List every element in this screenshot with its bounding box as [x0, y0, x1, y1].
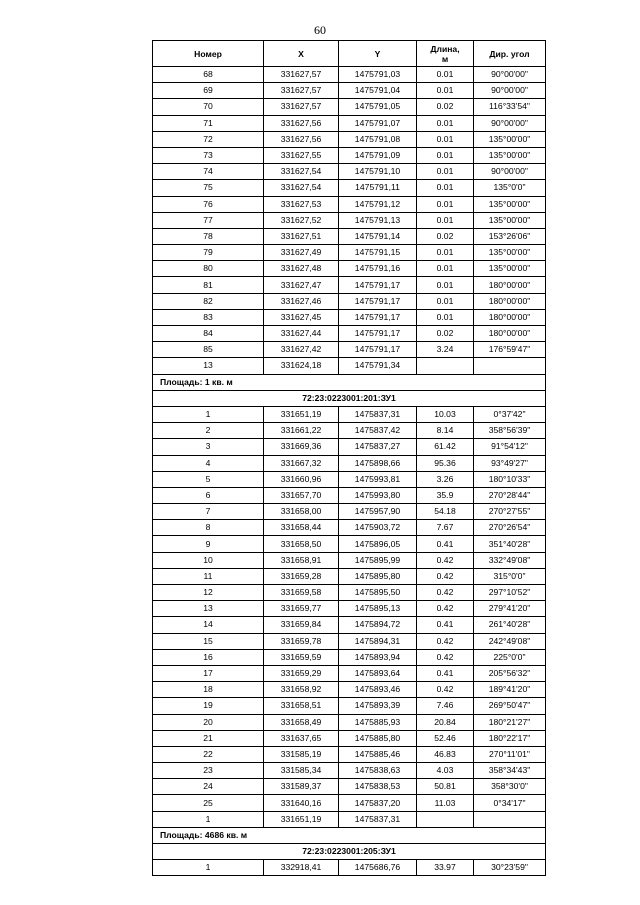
cell-number: 81	[153, 277, 264, 293]
table-row	[153, 455, 546, 471]
cell-x: 331658,92	[264, 682, 339, 698]
cell-x: 331667,32	[264, 455, 339, 471]
cell-y: 1475791,03	[339, 67, 417, 83]
area-row	[153, 827, 546, 843]
cell-x: 331659,59	[264, 649, 339, 665]
cell-x: 331627,57	[264, 67, 339, 83]
cell-direction-angle: 153°26'06"	[474, 228, 546, 244]
cell-number: 72	[153, 131, 264, 147]
cell-direction-angle: 315°0'0"	[474, 568, 546, 584]
cell-direction-angle: 270°11'01"	[474, 746, 546, 762]
cell-length: 11.03	[417, 795, 474, 811]
cell-direction-angle: 358°56'39"	[474, 423, 546, 439]
cell-y: 1475837,20	[339, 795, 417, 811]
cell-x: 331651,19	[264, 406, 339, 422]
cell-x: 331627,51	[264, 228, 339, 244]
table-row	[153, 811, 546, 827]
cell-x: 331627,46	[264, 293, 339, 309]
table-row	[153, 212, 546, 228]
cell-y: 1475686,76	[339, 860, 417, 876]
cell-length	[417, 811, 474, 827]
header-y: Y	[339, 41, 417, 67]
cell-length: 4.03	[417, 763, 474, 779]
cell-length: 0.41	[417, 536, 474, 552]
cell-y: 1475838,53	[339, 779, 417, 795]
table-row	[153, 649, 546, 665]
table-row	[153, 131, 546, 147]
cell-direction-angle: 180°10'33"	[474, 471, 546, 487]
cell-number: 68	[153, 67, 264, 83]
cell-x: 331627,47	[264, 277, 339, 293]
cell-x: 331658,00	[264, 504, 339, 520]
cell-direction-angle: 358°34'43"	[474, 763, 546, 779]
cell-x: 331658,44	[264, 520, 339, 536]
cell-x: 331627,56	[264, 115, 339, 131]
cell-y: 1475791,17	[339, 293, 417, 309]
cell-direction-angle: 242°49'08"	[474, 633, 546, 649]
cell-direction-angle: 90°00'00"	[474, 83, 546, 99]
cell-x: 331659,77	[264, 601, 339, 617]
table-row	[153, 196, 546, 212]
table-row	[153, 795, 546, 811]
table-row	[153, 714, 546, 730]
cell-direction-angle: 351°40'28"	[474, 536, 546, 552]
cell-y: 1475791,16	[339, 261, 417, 277]
cell-length: 0.01	[417, 293, 474, 309]
cell-x: 331627,56	[264, 131, 339, 147]
cell-x: 331658,91	[264, 552, 339, 568]
cell-number: 22	[153, 746, 264, 762]
area-label: Площадь: 4686 кв. м	[153, 827, 546, 843]
cell-direction-angle: 332°49'08"	[474, 552, 546, 568]
cell-number: 78	[153, 228, 264, 244]
cell-length: 0.01	[417, 67, 474, 83]
cell-length: 10.03	[417, 406, 474, 422]
cell-x: 331627,53	[264, 196, 339, 212]
cell-y: 1475837,27	[339, 439, 417, 455]
cell-y: 1475791,34	[339, 358, 417, 374]
cell-number: 16	[153, 649, 264, 665]
cell-y: 1475895,13	[339, 601, 417, 617]
cell-length: 0.02	[417, 326, 474, 342]
cell-x: 331627,54	[264, 180, 339, 196]
cell-length: 0.01	[417, 180, 474, 196]
cell-length: 0.41	[417, 617, 474, 633]
cell-y: 1475896,05	[339, 536, 417, 552]
cell-x: 331627,42	[264, 342, 339, 358]
cell-direction-angle: 358°30'0"	[474, 779, 546, 795]
cell-direction-angle: 180°22'17"	[474, 730, 546, 746]
table-row	[153, 67, 546, 83]
cell-direction-angle: 91°54'12"	[474, 439, 546, 455]
cell-x: 331659,84	[264, 617, 339, 633]
cell-length: 8.14	[417, 423, 474, 439]
cell-direction-angle: 0°34'17"	[474, 795, 546, 811]
cell-x: 331659,28	[264, 568, 339, 584]
cell-length: 0.42	[417, 682, 474, 698]
cell-y: 1475791,05	[339, 99, 417, 115]
cell-length: 0.41	[417, 665, 474, 681]
parcel-heading-row	[153, 844, 546, 860]
table-row	[153, 99, 546, 115]
cell-direction-angle: 189°41'20"	[474, 682, 546, 698]
cell-length: 61.42	[417, 439, 474, 455]
cell-direction-angle: 270°26'54"	[474, 520, 546, 536]
table-row	[153, 406, 546, 422]
cell-length: 0.01	[417, 277, 474, 293]
cell-direction-angle: 205°56'32"	[474, 665, 546, 681]
cell-y: 1475885,46	[339, 746, 417, 762]
cell-x: 331651,19	[264, 811, 339, 827]
table-row	[153, 860, 546, 876]
cell-x: 331659,29	[264, 665, 339, 681]
cell-length: 0.42	[417, 649, 474, 665]
cell-x: 331627,45	[264, 309, 339, 325]
area-label: Площадь: 1 кв. м	[153, 374, 546, 390]
cell-length: 3.26	[417, 471, 474, 487]
cell-number: 13	[153, 358, 264, 374]
cell-y: 1475791,15	[339, 245, 417, 261]
cell-direction-angle: 269°50'47"	[474, 698, 546, 714]
cell-direction-angle: 180°21'27"	[474, 714, 546, 730]
table-row	[153, 277, 546, 293]
cell-direction-angle: 90°00'00"	[474, 67, 546, 83]
cell-length: 0.01	[417, 309, 474, 325]
table-row	[153, 665, 546, 681]
cell-number: 2	[153, 423, 264, 439]
cell-y: 1475791,17	[339, 342, 417, 358]
cell-number: 4	[153, 455, 264, 471]
cell-y: 1475893,39	[339, 698, 417, 714]
cell-x: 331659,58	[264, 585, 339, 601]
cell-direction-angle: 135°00'00"	[474, 261, 546, 277]
cell-y: 1475837,31	[339, 406, 417, 422]
parcel-id: 72:23:0223001:201:ЗУ1	[153, 390, 546, 406]
table-row	[153, 746, 546, 762]
parcel-id: 72:23:0223001:205:ЗУ1	[153, 844, 546, 860]
table-row	[153, 779, 546, 795]
cell-y: 1475893,46	[339, 682, 417, 698]
cell-number: 76	[153, 196, 264, 212]
table-row	[153, 180, 546, 196]
table-row	[153, 439, 546, 455]
cell-x: 331659,78	[264, 633, 339, 649]
table-row	[153, 164, 546, 180]
cell-length: 0.01	[417, 131, 474, 147]
cell-number: 23	[153, 763, 264, 779]
cell-y: 1475791,07	[339, 115, 417, 131]
cell-direction-angle: 0°37'42"	[474, 406, 546, 422]
header-x: X	[264, 41, 339, 67]
cell-direction-angle: 180°00'00"	[474, 309, 546, 325]
cell-number: 7	[153, 504, 264, 520]
cell-length: 50.81	[417, 779, 474, 795]
cell-direction-angle: 135°00'00"	[474, 131, 546, 147]
cell-number: 18	[153, 682, 264, 698]
cell-length: 0.01	[417, 245, 474, 261]
cell-x: 331585,34	[264, 763, 339, 779]
cell-number: 1	[153, 406, 264, 422]
cell-number: 85	[153, 342, 264, 358]
cell-number: 82	[153, 293, 264, 309]
cell-number: 73	[153, 147, 264, 163]
cell-length: 33.97	[417, 860, 474, 876]
cell-x: 331627,48	[264, 261, 339, 277]
table-row	[153, 358, 546, 374]
cell-x: 331660,96	[264, 471, 339, 487]
cell-direction-angle: 90°00'00"	[474, 115, 546, 131]
cell-number: 20	[153, 714, 264, 730]
cell-number: 13	[153, 601, 264, 617]
cell-x: 331658,51	[264, 698, 339, 714]
cell-direction-angle: 279°41'20"	[474, 601, 546, 617]
cell-y: 1475895,50	[339, 585, 417, 601]
table-row	[153, 261, 546, 277]
cell-number: 75	[153, 180, 264, 196]
cell-y: 1475791,04	[339, 83, 417, 99]
cell-direction-angle: 297°10'52"	[474, 585, 546, 601]
cell-number: 12	[153, 585, 264, 601]
cell-y: 1475894,72	[339, 617, 417, 633]
cell-number: 84	[153, 326, 264, 342]
cell-x: 332918,41	[264, 860, 339, 876]
cell-number: 71	[153, 115, 264, 131]
cell-x: 331627,55	[264, 147, 339, 163]
cell-y: 1475895,80	[339, 568, 417, 584]
table-row	[153, 342, 546, 358]
cell-number: 1	[153, 811, 264, 827]
header-length: Длина, м	[417, 41, 474, 67]
table-row	[153, 245, 546, 261]
cell-direction-angle	[474, 811, 546, 827]
cell-y: 1475791,08	[339, 131, 417, 147]
cell-x: 331669,36	[264, 439, 339, 455]
cell-number: 69	[153, 83, 264, 99]
cell-length: 0.42	[417, 552, 474, 568]
table-row	[153, 83, 546, 99]
table-row	[153, 601, 546, 617]
cell-direction-angle	[474, 358, 546, 374]
cell-direction-angle: 116°33'54"	[474, 99, 546, 115]
cell-length: 0.01	[417, 147, 474, 163]
cell-length: 7.67	[417, 520, 474, 536]
table-row	[153, 423, 546, 439]
cell-x: 331658,50	[264, 536, 339, 552]
table-row	[153, 552, 546, 568]
cell-y: 1475791,12	[339, 196, 417, 212]
cell-x: 331627,52	[264, 212, 339, 228]
table-row	[153, 228, 546, 244]
cell-y: 1475791,10	[339, 164, 417, 180]
cell-direction-angle: 135°00'00"	[474, 147, 546, 163]
cell-y: 1475885,80	[339, 730, 417, 746]
header-direction-angle: Дир. угол	[474, 41, 546, 67]
cell-direction-angle: 180°00'00"	[474, 277, 546, 293]
cell-y: 1475791,09	[339, 147, 417, 163]
cell-y: 1475838,63	[339, 763, 417, 779]
cell-direction-angle: 270°27'55"	[474, 504, 546, 520]
cell-length: 46.83	[417, 746, 474, 762]
cell-x: 331589,37	[264, 779, 339, 795]
cell-number: 6	[153, 487, 264, 503]
area-row	[153, 374, 546, 390]
cell-number: 77	[153, 212, 264, 228]
table-row	[153, 309, 546, 325]
cell-number: 21	[153, 730, 264, 746]
table-row	[153, 471, 546, 487]
cell-x: 331585,19	[264, 746, 339, 762]
cell-y: 1475791,17	[339, 309, 417, 325]
cell-x: 331661,22	[264, 423, 339, 439]
cell-length: 0.01	[417, 164, 474, 180]
page-number: 60	[314, 23, 326, 37]
cell-length: 0.42	[417, 585, 474, 601]
table-row	[153, 698, 546, 714]
cell-x: 331627,54	[264, 164, 339, 180]
cell-y: 1475791,17	[339, 277, 417, 293]
cell-number: 24	[153, 779, 264, 795]
table-row	[153, 326, 546, 342]
cell-x: 331637,65	[264, 730, 339, 746]
cell-number: 3	[153, 439, 264, 455]
cell-length: 0.42	[417, 601, 474, 617]
cell-y: 1475894,31	[339, 633, 417, 649]
cell-x: 331624,18	[264, 358, 339, 374]
cell-y: 1475885,93	[339, 714, 417, 730]
cell-length: 54.18	[417, 504, 474, 520]
cell-y: 1475837,31	[339, 811, 417, 827]
cell-length: 52.46	[417, 730, 474, 746]
cell-x: 331627,57	[264, 99, 339, 115]
table-row	[153, 504, 546, 520]
cell-length: 7.46	[417, 698, 474, 714]
cell-direction-angle: 270°28'44"	[474, 487, 546, 503]
cell-y: 1475791,17	[339, 326, 417, 342]
cell-y: 1475903,72	[339, 520, 417, 536]
table-row	[153, 520, 546, 536]
cell-y: 1475893,94	[339, 649, 417, 665]
table-row	[153, 730, 546, 746]
cell-number: 70	[153, 99, 264, 115]
cell-number: 5	[153, 471, 264, 487]
table-row	[153, 147, 546, 163]
cell-length: 0.02	[417, 99, 474, 115]
cell-direction-angle: 30°23'59"	[474, 860, 546, 876]
cell-direction-angle: 93°49'27"	[474, 455, 546, 471]
table-body	[153, 67, 546, 876]
header-number: Номер	[153, 41, 264, 67]
table-row	[153, 115, 546, 131]
coordinates-table	[152, 40, 546, 876]
cell-number: 79	[153, 245, 264, 261]
table-row	[153, 568, 546, 584]
table-row	[153, 617, 546, 633]
cell-direction-angle: 135°00'00"	[474, 245, 546, 261]
parcel-heading-row	[153, 390, 546, 406]
cell-length: 0.01	[417, 261, 474, 277]
cell-length: 0.01	[417, 115, 474, 131]
table-row	[153, 293, 546, 309]
table-row	[153, 585, 546, 601]
cell-direction-angle: 180°00'00"	[474, 293, 546, 309]
cell-x: 331657,70	[264, 487, 339, 503]
cell-y: 1475957,90	[339, 504, 417, 520]
table-header-row	[153, 41, 546, 67]
cell-number: 1	[153, 860, 264, 876]
cell-x: 331627,57	[264, 83, 339, 99]
cell-length: 20.84	[417, 714, 474, 730]
table-row	[153, 536, 546, 552]
cell-direction-angle: 176°59'47"	[474, 342, 546, 358]
cell-y: 1475791,14	[339, 228, 417, 244]
table-row	[153, 763, 546, 779]
cell-number: 9	[153, 536, 264, 552]
cell-number: 17	[153, 665, 264, 681]
cell-number: 15	[153, 633, 264, 649]
table-row	[153, 487, 546, 503]
cell-number: 11	[153, 568, 264, 584]
cell-length: 3.24	[417, 342, 474, 358]
cell-y: 1475993,81	[339, 471, 417, 487]
cell-direction-angle: 135°00'00"	[474, 196, 546, 212]
table-row	[153, 682, 546, 698]
cell-number: 19	[153, 698, 264, 714]
cell-number: 8	[153, 520, 264, 536]
cell-length: 0.42	[417, 633, 474, 649]
cell-number: 80	[153, 261, 264, 277]
cell-direction-angle: 261°40'28"	[474, 617, 546, 633]
table-row	[153, 633, 546, 649]
cell-length: 0.01	[417, 83, 474, 99]
cell-number: 10	[153, 552, 264, 568]
cell-length: 35.9	[417, 487, 474, 503]
cell-direction-angle: 135°0'0"	[474, 180, 546, 196]
cell-x: 331627,49	[264, 245, 339, 261]
cell-x: 331627,44	[264, 326, 339, 342]
cell-y: 1475893,64	[339, 665, 417, 681]
cell-y: 1475895,99	[339, 552, 417, 568]
cell-direction-angle: 90°00'00"	[474, 164, 546, 180]
cell-length: 0.42	[417, 568, 474, 584]
cell-number: 14	[153, 617, 264, 633]
cell-length: 0.01	[417, 196, 474, 212]
cell-length: 95.36	[417, 455, 474, 471]
cell-x: 331658,49	[264, 714, 339, 730]
cell-length: 0.02	[417, 228, 474, 244]
cell-y: 1475837,42	[339, 423, 417, 439]
cell-direction-angle: 135°00'00"	[474, 212, 546, 228]
cell-direction-angle: 225°0'0"	[474, 649, 546, 665]
cell-y: 1475898,66	[339, 455, 417, 471]
cell-direction-angle: 180°00'00"	[474, 326, 546, 342]
cell-y: 1475791,11	[339, 180, 417, 196]
cell-x: 331640,16	[264, 795, 339, 811]
cell-y: 1475791,13	[339, 212, 417, 228]
cell-number: 25	[153, 795, 264, 811]
cell-number: 74	[153, 164, 264, 180]
cell-number: 83	[153, 309, 264, 325]
cell-y: 1475993,80	[339, 487, 417, 503]
cell-length: 0.01	[417, 212, 474, 228]
cell-length	[417, 358, 474, 374]
